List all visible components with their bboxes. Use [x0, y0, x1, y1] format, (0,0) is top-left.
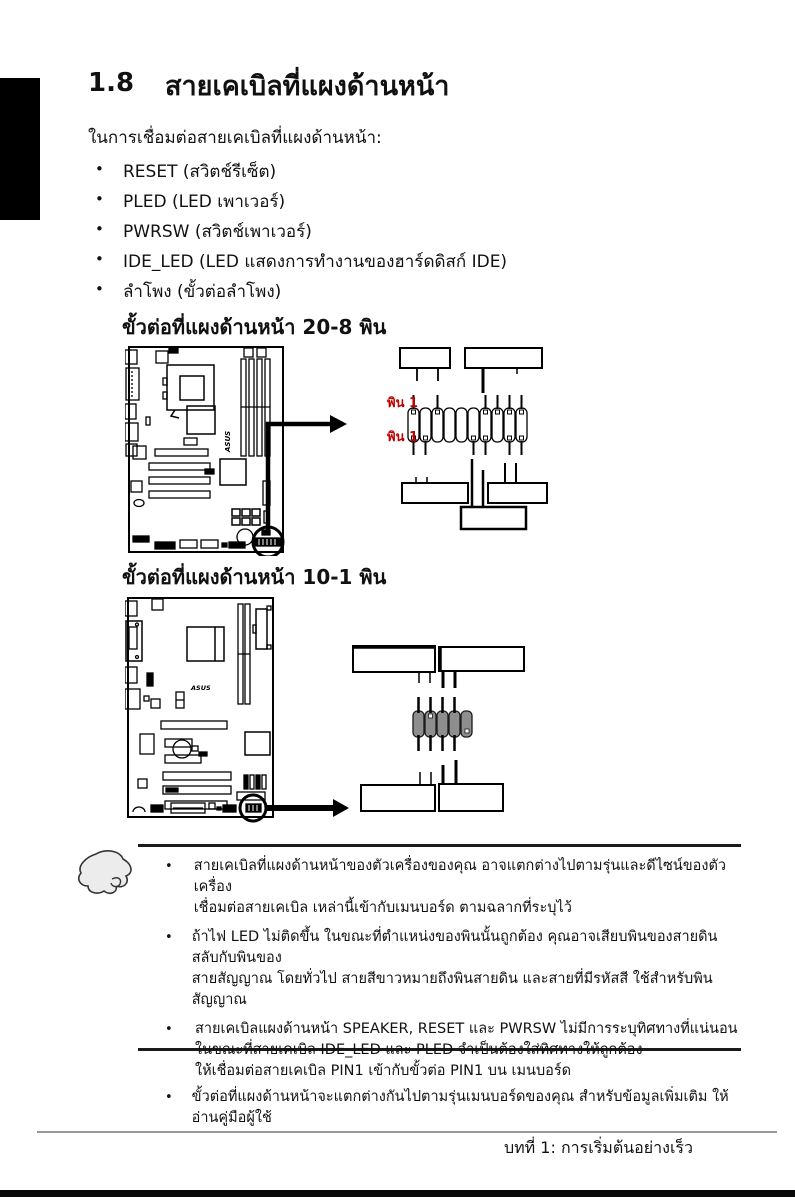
- note-line: • ถ้าไฟ LED ไม่ติดขึ้น ในขณะที่ตำแหน่งของพินนั้นถูกต้อง คุณอาจเสียบพินของสายดินสลับกับพินของ: [191, 929, 718, 966]
- plug-box: [465, 348, 542, 368]
- plug-box: [402, 483, 468, 503]
- note-text: [192, 927, 740, 1011]
- connector-plugs-10-1: [352, 646, 524, 811]
- note-line: สายสัญญาณ โดยทั่วไป สายสีขาวหมายถึงพินสายดิน และสายที่มีรหัสสี ใช้สำหรับพินสัญญาณ: [191, 971, 713, 1008]
- list-item: [95, 278, 655, 308]
- cable-label: • IDE_LED (LED แสดงการทำงานของฮาร์ดดิสก์ IDE): [123, 252, 508, 272]
- plug-box: [488, 483, 547, 503]
- pin1-label-bottom: พิน 1: [387, 430, 419, 445]
- front-panel-10-1-diagram: [125, 593, 525, 825]
- cable-label: • RESET (สวิตช์รีเซ็ต): [123, 162, 277, 182]
- note-line: ให้เชื่อมต่อสายเคเบิล PIN1 เข้ากับขั้วต่อ PIN1 บน เมนบอร์ด: [195, 1063, 572, 1079]
- footer-rule: [37, 1131, 777, 1133]
- dimm-slots: [238, 604, 250, 704]
- note-line: เชื่อมต่อสายเคเบิล เหล่านี้เข้ากับเมนบอร์ด ตามฉลากที่ระบุไว้: [193, 900, 572, 916]
- note-item: [165, 856, 740, 919]
- note-item: [165, 1087, 740, 1129]
- callout-arrow: [267, 799, 349, 817]
- rear-slot-cluster: [244, 775, 266, 789]
- chapter-side-tab: [0, 78, 40, 220]
- note-line: • สายเคเบิลที่แผงด้านหน้าของตัวเครื่องของคุณ อาจแตกต่างไปตามรุ่นและดีไซน์ของตัวเครื่อง: [193, 858, 727, 895]
- callout-arrow: [268, 415, 347, 532]
- page-title: สายเคเบิลที่แผงด้านหน้า: [165, 71, 450, 102]
- plug-box: [439, 784, 503, 811]
- list-item: [95, 248, 655, 278]
- note-item: [165, 1019, 740, 1082]
- note-item: [165, 927, 740, 1011]
- connector-plugs-20-8: [400, 348, 547, 529]
- pin-header-20-8: [408, 395, 527, 455]
- note-text: [194, 856, 740, 919]
- pin-header-10-1: [413, 697, 472, 751]
- notes-list: [165, 856, 740, 1137]
- cpu-socket: [187, 627, 224, 661]
- cable-label: • PWRSW (สวิตช์เพาเวอร์): [123, 222, 312, 242]
- plug-box: [353, 646, 435, 672]
- plug-box: [439, 647, 524, 671]
- board-logo: ASUS: [224, 430, 232, 452]
- pointing-hand-icon: [68, 846, 140, 908]
- cable-label: • ลำโพง (ขั้วต่อลำโพง): [123, 282, 282, 302]
- plug-box: [461, 507, 526, 529]
- list-item: [95, 218, 655, 248]
- front-panel-20-8-diagram: [125, 340, 560, 556]
- sata-ports: [232, 509, 260, 525]
- diagram-20-8-title: ขั้วต่อที่แผงด้านหน้า 20-8 พิน: [122, 315, 387, 339]
- note-rule-top: [138, 844, 741, 847]
- page-bottom-edge: [0, 1190, 795, 1197]
- cable-list: [95, 158, 655, 308]
- ide-connector: [253, 606, 271, 649]
- board-logo: ASUS: [191, 684, 211, 692]
- list-item: [95, 188, 655, 218]
- note-text: [195, 1019, 738, 1082]
- pin1-label-top: พิน 1: [387, 396, 419, 411]
- diagram-10-1-title: ขั้วต่อที่แผงด้านหน้า 10-1 พิน: [122, 565, 387, 589]
- note-line: ในขณะที่สายเคเบิล IDE_LED และ PLED จำเป็นต้องใส่ทิศทางให้ถูกต้อง: [195, 1042, 643, 1058]
- plug-box: [361, 785, 435, 811]
- cable-label: • PLED (LED เพาเวอร์): [123, 192, 286, 212]
- motherboard-matx-illustration: [125, 598, 273, 821]
- plug-box: [400, 348, 450, 368]
- list-item: [95, 158, 655, 188]
- cpu-socket: [163, 365, 214, 418]
- note-line: • ขั้วต่อที่แผงด้านหน้าจะแตกต่างกันไปตามรุ่นเมนบอร์ดของคุณ สำหรับข้อมูลเพิ่มเติม ให้อ่านคู่มือผู้ใช้: [191, 1089, 729, 1126]
- note-text: [192, 1087, 740, 1129]
- motherboard-atx-illustration: [125, 347, 283, 556]
- dimm-slots: [241, 359, 270, 456]
- intro-text: ในการเชื่อมต่อสายเคเบิลที่แผงด้านหน้า:: [88, 128, 382, 148]
- note-line: • สายเคเบิลแผงด้านหน้า SPEAKER, RESET และ PWRSW ไม่มีการระบุทิศทางที่แน่นอน: [195, 1021, 738, 1037]
- footer-chapter-label: บทที่ 1: การเริ่มต้นอย่างเร็ว: [503, 1138, 693, 1157]
- section-number: 1.8: [88, 68, 135, 98]
